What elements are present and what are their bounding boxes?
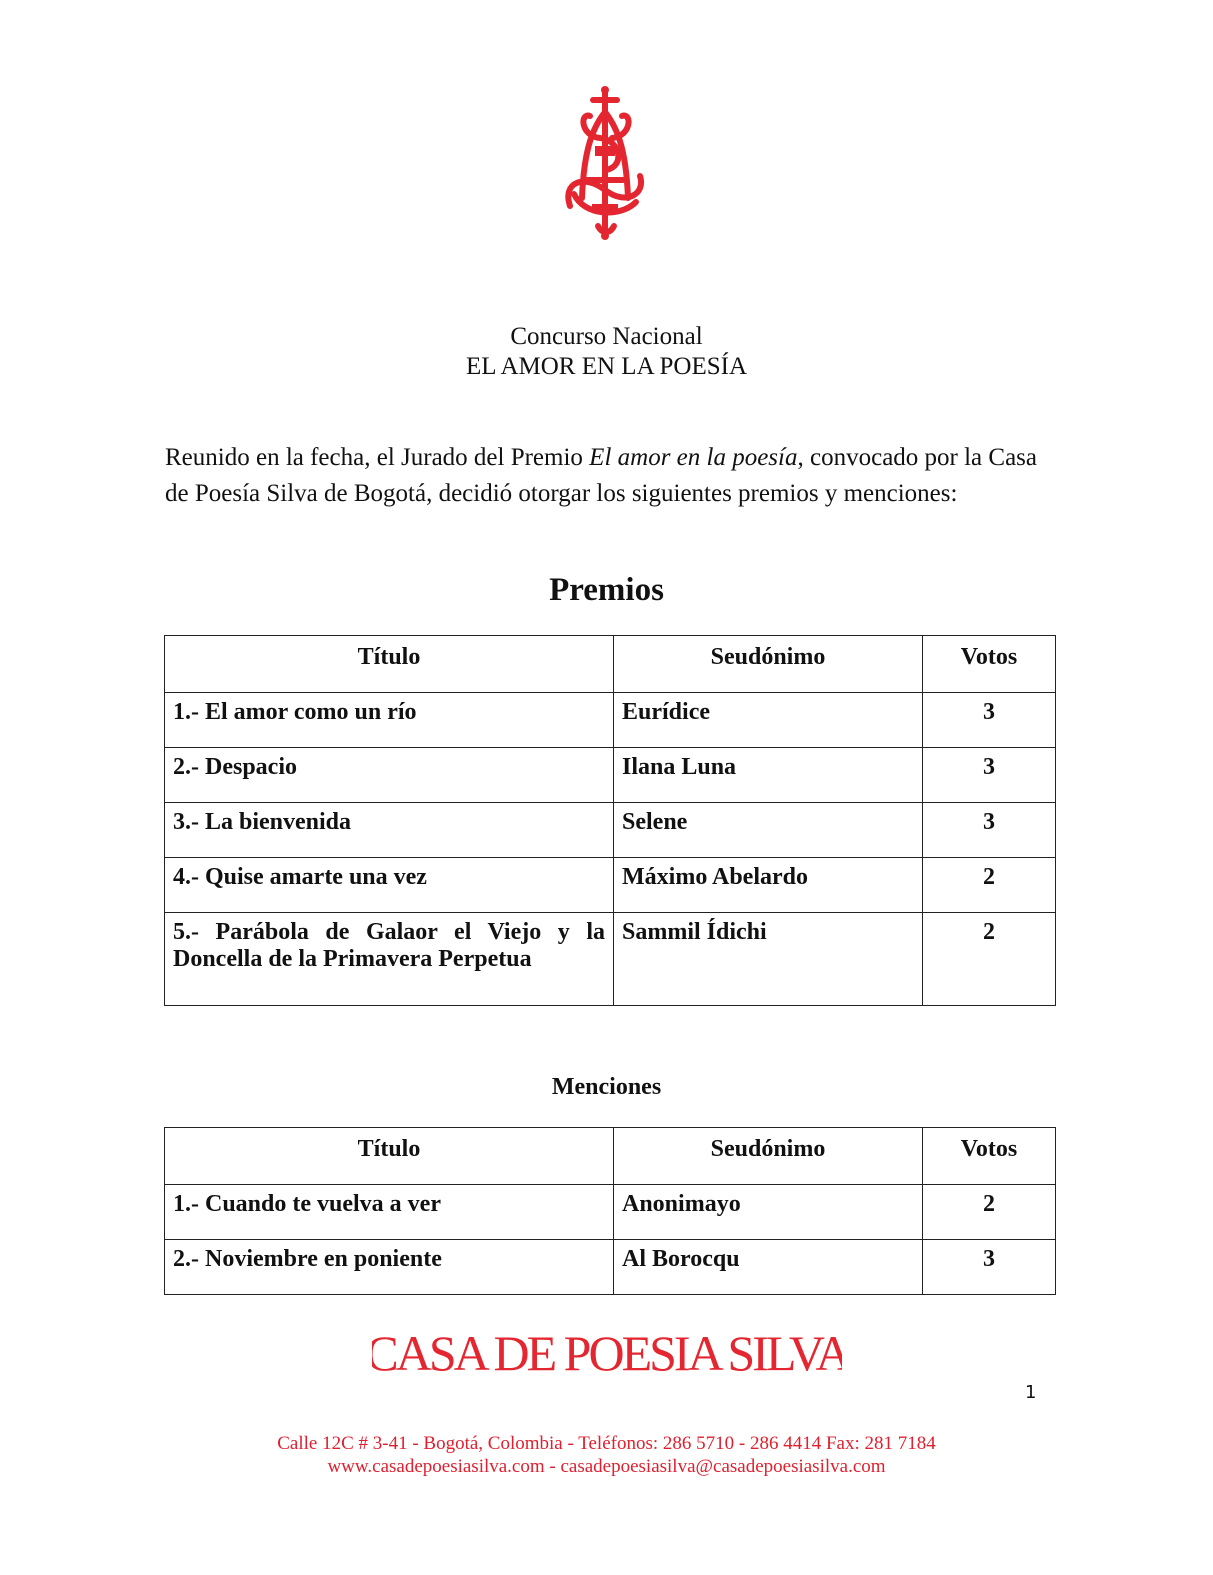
cell-seudonimo: Eurídice [614,693,923,748]
cell-titulo: 2.- Noviembre en poniente [165,1240,614,1295]
page-number: 1 [1025,1382,1037,1403]
cell-titulo: 1.- Cuando te vuelva a ver [165,1185,614,1240]
intro-text-before: Reunido en la fecha, el Jurado del Premio [165,444,590,471]
cell-seudonimo: Anonimayo [614,1185,923,1240]
table-row [165,913,1056,1006]
cell-seudonimo: Al Borocqu [614,1240,923,1295]
cell-votos: 3 [923,1240,1056,1295]
cell-seudonimo: Sammil Ídichi [614,913,923,1006]
menciones-title: Menciones [551,1074,662,1100]
cell-votos: 2 [923,1185,1056,1240]
table-row [165,748,1056,803]
header-seudonimo: Seudónimo [614,636,923,693]
footer-address: Calle 12C # 3-41 - Bogotá, Colombia - Teléfonos: 286 5710 - 286 4414 Fax: 281 7184 [277,1433,936,1454]
header-votos: Votos [923,636,1056,693]
brand-name-text: CASA DE POESIA SILVA [371,1325,842,1380]
premios-title: Premios [549,572,664,608]
cell-titulo: 2.- Despacio [165,748,614,803]
cell-titulo: 4.- Quise amarte una vez [165,858,614,913]
document-heading [0,322,1213,382]
table-row [165,693,1056,748]
footer [0,1432,1213,1478]
cell-votos: 3 [923,803,1056,858]
monogram-logo [560,86,650,242]
header-seudonimo: Seudónimo [614,1128,923,1185]
intro-text-after: , convocado por la Casa de Poesía Silva de Bogotá, decidió otorgar los siguientes premios y menciones: [165,444,1038,507]
premios-table [164,635,1056,1006]
brand-wordmark [372,1320,842,1380]
cell-seudonimo: Ilana Luna [614,748,923,803]
header-titulo: Título [165,1128,614,1185]
cell-votos: 3 [923,748,1056,803]
table-header-row [165,636,1056,693]
cell-votos: 3 [923,693,1056,748]
brand-logo [0,1320,1213,1385]
cell-titulo: 1.- El amor como un río [165,693,614,748]
table-row [165,858,1056,913]
heading-line-2: EL AMOR EN LA POESÍA [465,353,748,380]
cell-titulo: 3.- La bienvenida [165,803,614,858]
heading-line-1: Concurso Nacional [510,323,703,350]
header-titulo: Título [165,636,614,693]
cell-votos: 2 [923,858,1056,913]
menciones-table [164,1127,1056,1295]
table-row [165,1185,1056,1240]
cell-seudonimo: Máximo Abelardo [614,858,923,913]
header-votos: Votos [923,1128,1056,1185]
cell-votos: 2 [923,913,1056,1006]
table-header-row [165,1128,1056,1185]
intro-prize-name: El amor en la poesía [589,444,798,471]
footer-web: www.casadepoesiasilva.com - casadepoesiasilva@casadepoesiasilva.com [327,1456,886,1477]
cell-titulo: 5.- Parábola de Galaor el Viejo y la Doncella de la Primavera Perpetua [165,913,614,1006]
table-row [165,1240,1056,1295]
cell-seudonimo: Selene [614,803,923,858]
table-row [165,803,1056,858]
intro-paragraph [165,440,1037,512]
